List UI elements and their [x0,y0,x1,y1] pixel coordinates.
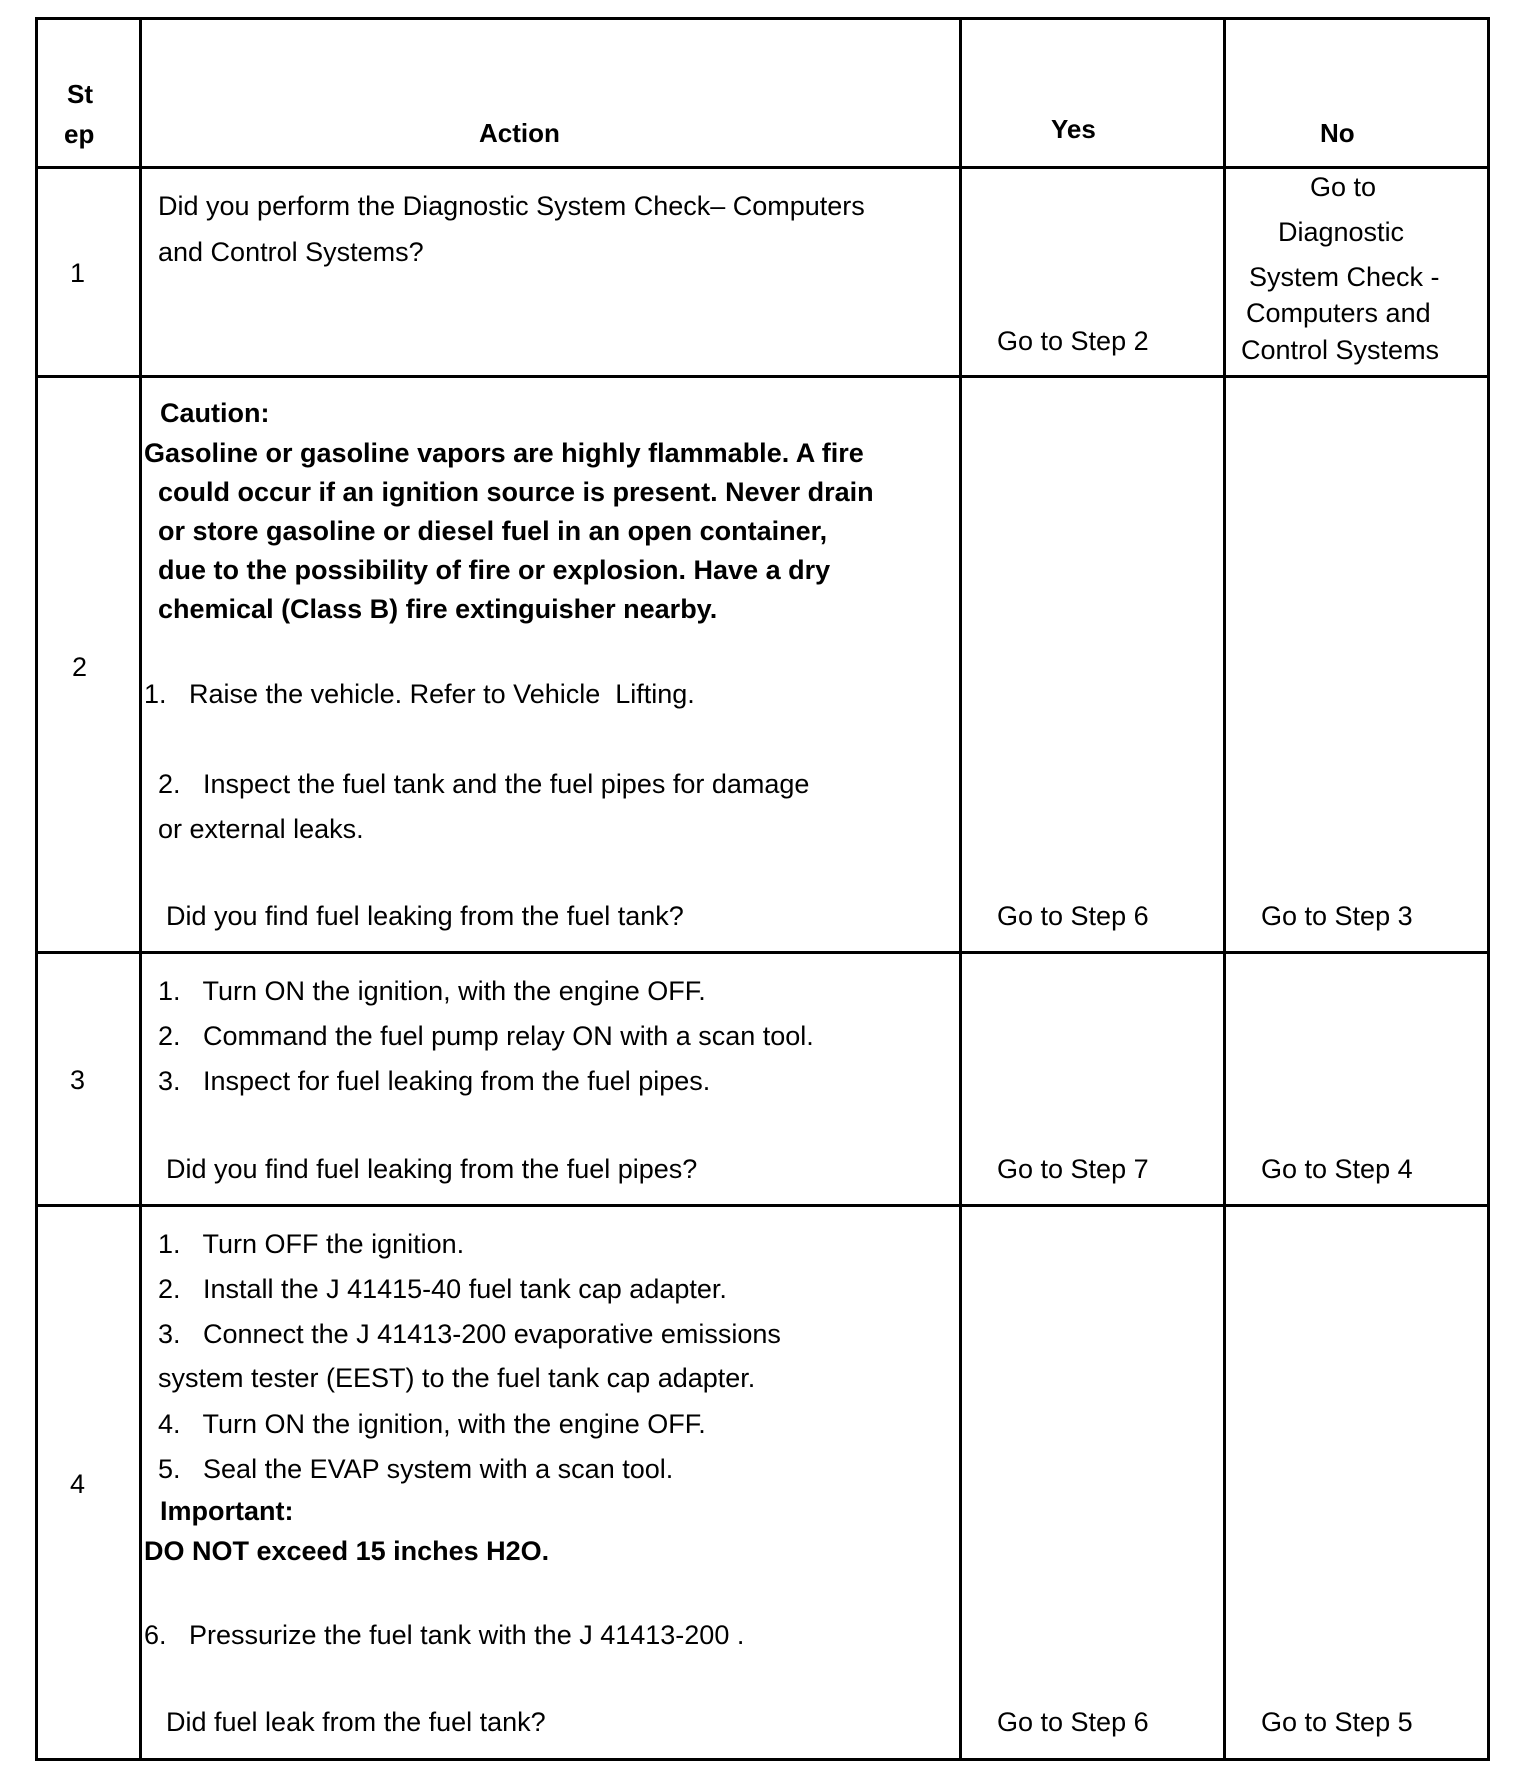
yes-result: Go to Step 6 [997,1707,1149,1737]
table-border-left [35,17,38,1761]
procedure-step: or external leaks. [158,814,364,844]
row-divider [35,1204,1490,1207]
no-result: Control Systems [1241,335,1440,365]
important-text: DO NOT exceed 15 inches H2O. [144,1536,550,1566]
step-number: 1 [70,258,86,288]
row-divider [35,951,1490,954]
no-result: Go to Step 3 [1261,901,1413,931]
procedure-step: 2. Command the fuel pump relay ON with a scan tool. [158,1021,814,1051]
caution-text: chemical (Class B) fire extinguisher nearby. [158,594,718,624]
action-text: and Control Systems? [158,237,424,267]
column-divider [139,17,142,1761]
header-action: Action [479,118,560,148]
step-number: 4 [70,1469,86,1499]
procedure-step: 3. Inspect for fuel leaking from the fuel pipes. [158,1066,711,1096]
yes-result: Go to Step 2 [997,326,1149,356]
no-result: Go to [1310,172,1377,202]
header-yes: Yes [1051,114,1096,144]
action-question: Did you find fuel leaking from the fuel pipes? [166,1154,698,1184]
table-border-top [35,17,1490,20]
step-number: 3 [70,1065,86,1095]
action-question: Did you find fuel leaking from the fuel tank? [166,901,684,931]
procedure-step: 2. Install the J 41415-40 fuel tank cap adapter. [158,1274,727,1304]
caution-text: or store gasoline or diesel fuel in an open container, [158,516,828,546]
action-text: Did you perform the Diagnostic System Check– Computers [158,191,865,221]
header-step: ep [64,119,95,149]
header-step: St [67,79,93,109]
procedure-step: system tester (EEST) to the fuel tank cap adapter. [158,1363,756,1393]
no-result: Go to Step 5 [1261,1707,1413,1737]
table-border-right [1487,17,1490,1761]
action-question: Did fuel leak from the fuel tank? [166,1707,546,1737]
procedure-step: 5. Seal the EVAP system with a scan tool. [158,1454,674,1484]
procedure-step: 1. Raise the vehicle. Refer to Vehicle Lifting. [144,679,695,709]
yes-result: Go to Step 6 [997,901,1149,931]
procedure-step: 1. Turn OFF the ignition. [158,1229,465,1259]
caution-text: due to the possibility of fire or explosion. Have a dry [158,555,831,585]
yes-result: Go to Step 7 [997,1154,1149,1184]
step-number: 2 [72,652,88,682]
header-no: No [1320,118,1355,148]
no-result: Go to Step 4 [1261,1154,1413,1184]
procedure-step: 6. Pressurize the fuel tank with the J 41413-200 . [144,1620,745,1650]
caution-text: could occur if an ignition source is present. Never drain [158,477,874,507]
row-divider [35,166,1490,169]
table-border-bottom [35,1758,1490,1761]
important-title: Important: [160,1496,294,1526]
procedure-step: 1. Turn ON the ignition, with the engine OFF. [158,976,706,1006]
column-divider [959,17,962,1761]
no-result: System Check - [1249,262,1440,292]
caution-title: Caution: [160,398,270,428]
column-divider [1223,17,1226,1761]
procedure-step: 3. Connect the J 41413-200 evaporative emissions [158,1319,781,1349]
caution-text: Gasoline or gasoline vapors are highly flammable. A fire [144,438,864,468]
procedure-step: 2. Inspect the fuel tank and the fuel pipes for damage [158,769,810,799]
no-result: Diagnostic [1278,217,1405,247]
row-divider [35,375,1490,378]
no-result: Computers and [1246,298,1431,328]
procedure-step: 4. Turn ON the ignition, with the engine OFF. [158,1409,706,1439]
